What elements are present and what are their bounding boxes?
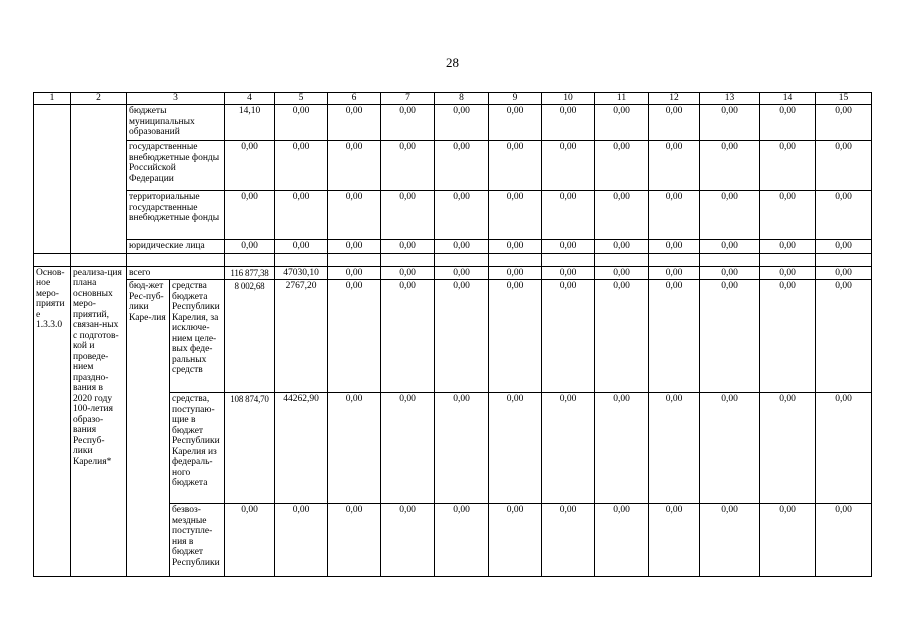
value-cell: 0,00 bbox=[760, 504, 816, 577]
row-label: всего bbox=[127, 266, 225, 280]
value-cell: 0,00 bbox=[595, 393, 649, 504]
row-label: юридические лица bbox=[127, 240, 225, 254]
value-cell: 47030,10 bbox=[275, 266, 328, 280]
value-cell: 0,00 bbox=[225, 240, 275, 254]
column-header: 9 bbox=[489, 93, 542, 105]
value-cell: 0,00 bbox=[381, 240, 435, 254]
column-header: 1 bbox=[34, 93, 71, 105]
value-cell: 0,00 bbox=[700, 393, 760, 504]
column-header: 5 bbox=[275, 93, 328, 105]
value-cell: 0,00 bbox=[489, 191, 542, 240]
value-cell: 0,00 bbox=[700, 191, 760, 240]
spacer-cell bbox=[328, 253, 381, 266]
row-label: территориальные государственные внебюджетные фонды bbox=[127, 191, 225, 240]
value-cell: 0,00 bbox=[760, 393, 816, 504]
value-cell: 0,00 bbox=[328, 280, 381, 393]
value-cell: 0,00 bbox=[489, 240, 542, 254]
value-cell: 0,00 bbox=[225, 141, 275, 191]
value-cell: 0,00 bbox=[700, 105, 760, 141]
value-cell: 0,00 bbox=[649, 240, 700, 254]
value-cell: 0,00 bbox=[275, 141, 328, 191]
value-cell: 0,00 bbox=[816, 105, 872, 141]
spacer-cell bbox=[649, 253, 700, 266]
row-label: средства, поступаю-щие в бюджет Республики Карелия из федераль-ного бюджета bbox=[170, 393, 225, 504]
value-cell: 14,10 bbox=[225, 105, 275, 141]
table-row bbox=[34, 280, 872, 393]
value-cell: 0,00 bbox=[816, 393, 872, 504]
value-cell: 0,00 bbox=[816, 504, 872, 577]
value-cell: 0,00 bbox=[435, 191, 489, 240]
value-cell: 0,00 bbox=[435, 266, 489, 280]
value-cell: 108 874,70 bbox=[225, 393, 275, 504]
empty-cell bbox=[71, 105, 127, 254]
value-cell: 116 877,38 bbox=[225, 266, 275, 280]
value-cell: 0,00 bbox=[328, 504, 381, 577]
value-cell: 0,00 bbox=[595, 141, 649, 191]
column-header: 14 bbox=[760, 93, 816, 105]
value-cell: 0,00 bbox=[542, 266, 595, 280]
value-cell: 0,00 bbox=[649, 141, 700, 191]
value-cell: 0,00 bbox=[381, 266, 435, 280]
value-cell: 0,00 bbox=[381, 280, 435, 393]
value-cell: 0,00 bbox=[649, 280, 700, 393]
value-cell: 0,00 bbox=[760, 240, 816, 254]
value-cell: 0,00 bbox=[225, 191, 275, 240]
value-cell: 0,00 bbox=[595, 105, 649, 141]
event-description: реализа-ция плана основных меро-приятий, связан-ных с подготов-кой и проведе-нием праздно-вания в 2020 году 100-летия образо-вания Респуб-лики Карелия* bbox=[71, 266, 127, 577]
value-cell: 0,00 bbox=[700, 504, 760, 577]
spacer-cell bbox=[225, 253, 275, 266]
row-label: безвоз-мездные поступле-ния в бюджет Республики bbox=[170, 504, 225, 577]
value-cell: 0,00 bbox=[381, 504, 435, 577]
value-cell: 0,00 bbox=[435, 280, 489, 393]
spacer-cell bbox=[700, 253, 760, 266]
value-cell: 0,00 bbox=[649, 105, 700, 141]
column-header: 13 bbox=[700, 93, 760, 105]
value-cell: 0,00 bbox=[649, 266, 700, 280]
value-cell: 44262,90 bbox=[275, 393, 328, 504]
value-cell: 0,00 bbox=[595, 240, 649, 254]
spacer-cell bbox=[71, 253, 127, 266]
value-cell: 0,00 bbox=[760, 105, 816, 141]
value-cell: 0,00 bbox=[275, 191, 328, 240]
column-header: 11 bbox=[595, 93, 649, 105]
value-cell: 0,00 bbox=[542, 141, 595, 191]
value-cell: 0,00 bbox=[595, 504, 649, 577]
spacer-cell bbox=[127, 253, 225, 266]
spacer-cell bbox=[760, 253, 816, 266]
header-row bbox=[34, 93, 872, 105]
value-cell: 0,00 bbox=[489, 105, 542, 141]
value-cell: 0,00 bbox=[489, 393, 542, 504]
value-cell: 0,00 bbox=[760, 266, 816, 280]
value-cell: 0,00 bbox=[649, 393, 700, 504]
table-row bbox=[34, 191, 872, 240]
column-header: 15 bbox=[816, 93, 872, 105]
value-cell: 0,00 bbox=[328, 240, 381, 254]
row-label: бюджеты муниципальных образований bbox=[127, 105, 225, 141]
value-cell: 0,00 bbox=[816, 191, 872, 240]
value-cell: 0,00 bbox=[816, 266, 872, 280]
value-cell: 0,00 bbox=[489, 266, 542, 280]
value-cell: 0,00 bbox=[816, 280, 872, 393]
table-row bbox=[34, 105, 872, 141]
empty-cell bbox=[34, 105, 71, 254]
value-cell: 0,00 bbox=[381, 141, 435, 191]
value-cell: 0,00 bbox=[275, 240, 328, 254]
value-cell: 0,00 bbox=[435, 105, 489, 141]
value-cell: 0,00 bbox=[225, 504, 275, 577]
value-cell: 0,00 bbox=[816, 240, 872, 254]
value-cell: 0,00 bbox=[816, 141, 872, 191]
value-cell: 0,00 bbox=[542, 393, 595, 504]
value-cell: 0,00 bbox=[700, 141, 760, 191]
value-cell: 0,00 bbox=[760, 191, 816, 240]
column-header: 12 bbox=[649, 93, 700, 105]
value-cell: 0,00 bbox=[542, 280, 595, 393]
value-cell: 0,00 bbox=[381, 191, 435, 240]
row-label: средства бюджета Республики Карелия, за исключе-нием целе-вых феде-ральных средств bbox=[170, 280, 225, 393]
row-label: государственные внебюджетные фонды Российской Федерации bbox=[127, 141, 225, 191]
value-cell: 0,00 bbox=[328, 266, 381, 280]
value-cell: 0,00 bbox=[700, 280, 760, 393]
value-cell: 0,00 bbox=[595, 266, 649, 280]
value-cell: 0,00 bbox=[595, 280, 649, 393]
value-cell: 0,00 bbox=[760, 280, 816, 393]
column-header: 10 bbox=[542, 93, 595, 105]
spacer-cell bbox=[595, 253, 649, 266]
value-cell: 0,00 bbox=[275, 105, 328, 141]
value-cell: 0,00 bbox=[649, 191, 700, 240]
spacer-cell bbox=[34, 253, 71, 266]
table-row bbox=[34, 266, 872, 280]
value-cell: 0,00 bbox=[328, 105, 381, 141]
value-cell: 0,00 bbox=[595, 191, 649, 240]
budget-group-label: бюд-жет Рес-пуб-лики Каре-лия bbox=[127, 280, 170, 577]
spacer-cell bbox=[275, 253, 328, 266]
spacer-cell bbox=[381, 253, 435, 266]
value-cell: 0,00 bbox=[700, 240, 760, 254]
value-cell: 0,00 bbox=[328, 393, 381, 504]
value-cell: 0,00 bbox=[542, 240, 595, 254]
value-cell: 0,00 bbox=[275, 504, 328, 577]
value-cell: 0,00 bbox=[542, 191, 595, 240]
column-header: 6 bbox=[328, 93, 381, 105]
event-code: Основ-ное меро-приятие 1.3.3.0 bbox=[34, 266, 71, 577]
column-header: 3 bbox=[127, 93, 225, 105]
spacer-cell bbox=[435, 253, 489, 266]
value-cell: 0,00 bbox=[328, 141, 381, 191]
value-cell: 0,00 bbox=[328, 191, 381, 240]
table-row bbox=[34, 141, 872, 191]
value-cell: 0,00 bbox=[542, 105, 595, 141]
value-cell: 0,00 bbox=[649, 504, 700, 577]
spacer-cell bbox=[542, 253, 595, 266]
value-cell: 0,00 bbox=[489, 280, 542, 393]
value-cell: 0,00 bbox=[435, 141, 489, 191]
value-cell: 0,00 bbox=[381, 105, 435, 141]
column-header: 2 bbox=[71, 93, 127, 105]
value-cell: 8 002,68 bbox=[225, 280, 275, 393]
value-cell: 0,00 bbox=[542, 504, 595, 577]
budget-table bbox=[33, 92, 872, 577]
column-header: 4 bbox=[225, 93, 275, 105]
page-number: 28 bbox=[446, 55, 459, 70]
value-cell: 0,00 bbox=[700, 266, 760, 280]
column-header: 7 bbox=[381, 93, 435, 105]
column-header: 8 bbox=[435, 93, 489, 105]
value-cell: 0,00 bbox=[381, 393, 435, 504]
table-row bbox=[34, 240, 872, 254]
value-cell: 0,00 bbox=[760, 141, 816, 191]
value-cell: 0,00 bbox=[489, 504, 542, 577]
value-cell: 0,00 bbox=[435, 504, 489, 577]
spacer-cell bbox=[489, 253, 542, 266]
value-cell: 0,00 bbox=[489, 141, 542, 191]
value-cell: 0,00 bbox=[435, 240, 489, 254]
value-cell: 2767,20 bbox=[275, 280, 328, 393]
spacer-cell bbox=[816, 253, 872, 266]
spacer-row bbox=[34, 253, 872, 266]
value-cell: 0,00 bbox=[435, 393, 489, 504]
